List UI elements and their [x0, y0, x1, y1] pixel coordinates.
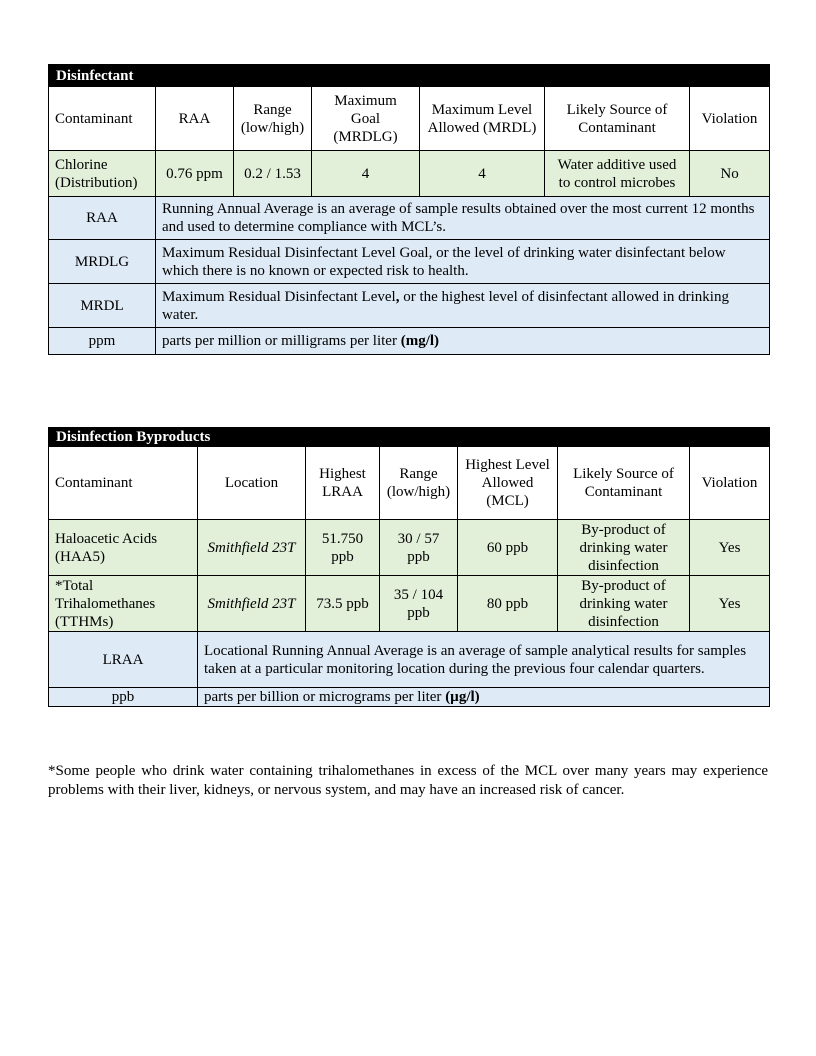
cell-violation: Yes	[690, 576, 770, 632]
def-text-mrdlg: Maximum Residual Disinfectant Level Goal, or the level of drinking water disinfectant below which there is no known or expected risk to health.	[156, 240, 770, 284]
header-contaminant: Contaminant	[49, 447, 198, 520]
byproducts-table	[48, 427, 770, 707]
header-mrdlg: Maximum Goal (MRDLG)	[312, 87, 420, 151]
def-term-raa: RAA	[49, 197, 156, 240]
def-term-mrdlg: MRDLG	[49, 240, 156, 284]
disinfectant-table	[48, 64, 770, 355]
cell-mcl: 80 ppb	[458, 576, 558, 632]
header-contaminant: Contaminant	[49, 87, 156, 151]
header-range: Range (low/high)	[380, 447, 458, 520]
header-source: Likely Source of Contaminant	[558, 447, 690, 520]
footnote: *Some people who drink water containing trihalomethanes in excess of the MCL over many years may experience problems with their liver, kidneys, or nervous system, and may have an increased risk of cancer.	[48, 763, 768, 798]
def-text-ppb: parts per billion or micrograms per liter (µg/l)	[198, 688, 770, 707]
header-raa: RAA	[156, 87, 234, 151]
header-mrdl: Maximum Level Allowed (MRDL)	[420, 87, 545, 151]
cell-mcl: 60 ppb	[458, 520, 558, 576]
def-term-ppb: ppb	[49, 688, 198, 707]
cell-violation: Yes	[690, 520, 770, 576]
header-location: Location	[198, 447, 306, 520]
cell-source: Water additive used to control microbes	[545, 151, 690, 197]
cell-location: Smithfield 23T	[198, 520, 306, 576]
def-term-mrdl: MRDL	[49, 284, 156, 328]
def-text-raa: Running Annual Average is an average of sample results obtained over the most current 12 months and used to determine compliance with MCL’s.	[156, 197, 770, 240]
header-source: Likely Source of Contaminant	[545, 87, 690, 151]
cell-range: 30 / 57 ppb	[380, 520, 458, 576]
cell-highest-lraa: 51.750 ppb	[306, 520, 380, 576]
header-highest-lraa: Highest LRAA	[306, 447, 380, 520]
cell-contaminant: Haloacetic Acids (HAA5)	[49, 520, 198, 576]
def-term-ppm: ppm	[49, 328, 156, 355]
cell-contaminant: Chlorine (Distribution)	[49, 151, 156, 197]
disinfectant-title: Disinfectant	[49, 65, 770, 87]
header-violation: Violation	[690, 447, 770, 520]
header-range: Range (low/high)	[234, 87, 312, 151]
cell-range: 0.2 / 1.53	[234, 151, 312, 197]
cell-raa: 0.76 ppm	[156, 151, 234, 197]
cell-range: 35 / 104 ppb	[380, 576, 458, 632]
header-violation: Violation	[690, 87, 770, 151]
def-term-lraa: LRAA	[49, 632, 198, 688]
header-mcl: Highest Level Allowed (MCL)	[458, 447, 558, 520]
cell-source: By-product of drinking water disinfection	[558, 576, 690, 632]
cell-contaminant: *Total Trihalomethanes (TTHMs)	[49, 576, 198, 632]
def-text-mrdl: Maximum Residual Disinfectant Level, or the highest level of disinfectant allowed in drinking water.	[156, 284, 770, 328]
def-text-lraa: Locational Running Annual Average is an average of sample analytical results for samples taken at a particular monitoring location during the previous four calendar quarters.	[198, 632, 770, 688]
byproducts-title: Disinfection Byproducts	[49, 428, 770, 447]
cell-violation: No	[690, 151, 770, 197]
def-text-ppm: parts per million or milligrams per liter (mg/l)	[156, 328, 770, 355]
cell-location: Smithfield 23T	[198, 576, 306, 632]
cell-highest-lraa: 73.5 ppb	[306, 576, 380, 632]
cell-mrdlg: 4	[312, 151, 420, 197]
cell-mrdl: 4	[420, 151, 545, 197]
cell-source: By-product of drinking water disinfection	[558, 520, 690, 576]
